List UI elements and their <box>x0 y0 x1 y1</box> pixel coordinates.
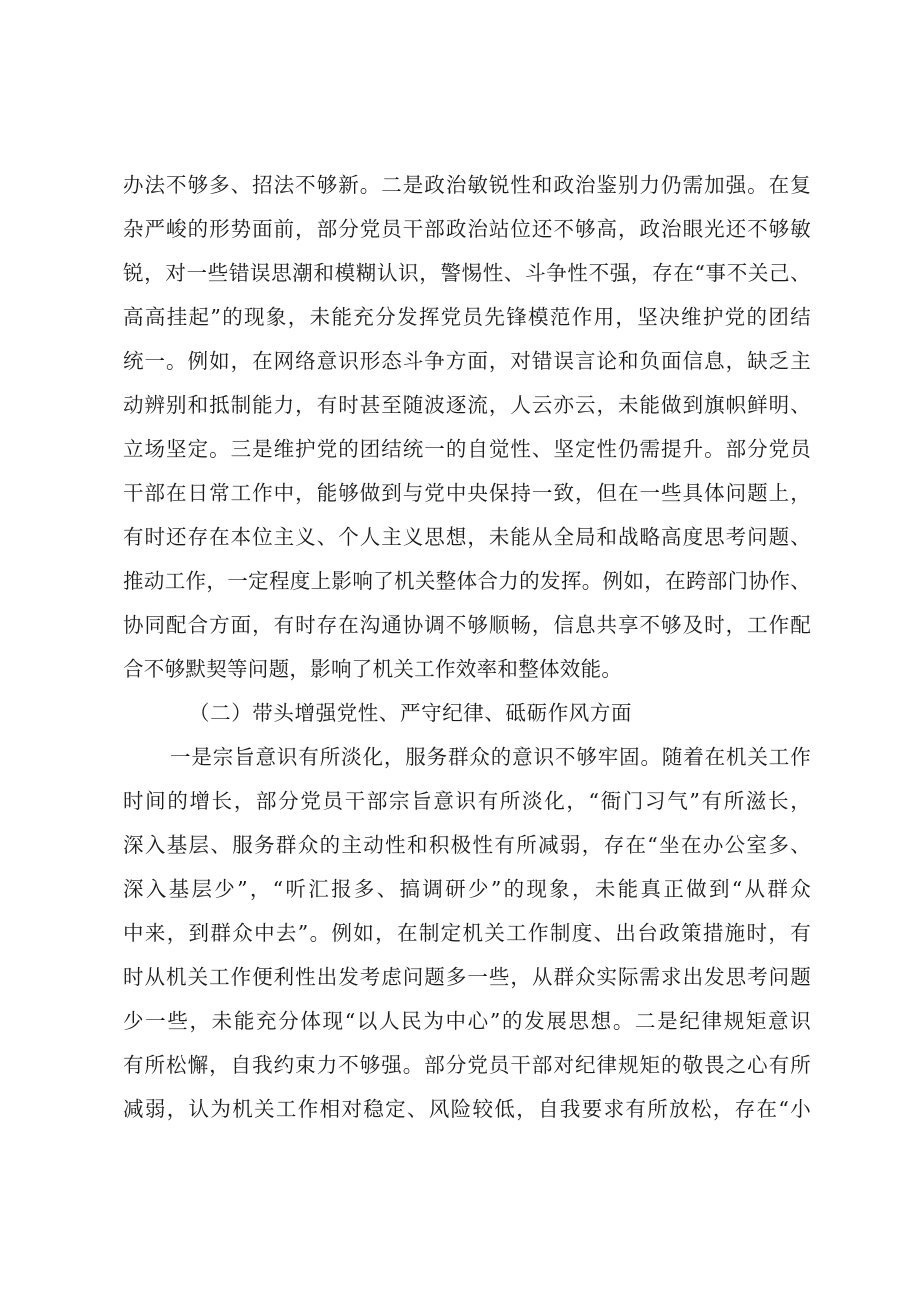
paragraph-line: 少一些，未能充分体现“以人民为中心”的发展思想。二是纪律规矩意识 <box>123 1009 811 1033</box>
paragraph-line: 干部在日常工作中，能够做到与党中央保持一致，但在一些具体问题上， <box>123 481 811 505</box>
paragraph-line: 办法不够多、招法不够新。二是政治敏锐性和政治鉴别力仍需加强。在复 <box>123 173 811 197</box>
paragraph-line: 高高挂起”的现象，未能充分发挥党员先锋模范作用，坚决维护党的团结 <box>123 305 811 329</box>
paragraph-line: 合不够默契等问题，影响了机关工作效率和整体效能。 <box>123 657 623 681</box>
paragraph-line: 动辨别和抵制能力，有时甚至随波逐流，人云亦云，未能做到旗帜鲜明、 <box>123 393 811 417</box>
paragraph-line: 时从机关工作便利性出发考虑问题多一些，从群众实际需求出发思考问题 <box>123 965 811 989</box>
paragraph-line: 锐，对一些错误思潮和模糊认识，警惕性、斗争性不强，存在“事不关己、 <box>123 261 811 285</box>
paragraph-line: 推动工作，一定程度上影响了机关整体合力的发挥。例如，在跨部门协作、 <box>123 569 811 593</box>
paragraph-line: 有时还存在本位主义、个人主义思想，未能从全局和战略高度思考问题、 <box>123 525 811 549</box>
paragraph-line: 一是宗旨意识有所淡化，服务群众的意识不够牢固。随着在机关工作 <box>170 745 811 769</box>
paragraph-line: 时间的增长，部分党员干部宗旨意识有所淡化，“衙门习气”有所滋长， <box>123 789 811 813</box>
paragraph-line: 深入基层、服务群众的主动性和积极性有所减弱，存在“坐在办公室多、 <box>123 833 811 857</box>
paragraph-line: 中来，到群众中去”。例如，在制定机关工作制度、出台政策措施时，有 <box>123 921 811 945</box>
paragraph-line: 杂严峻的形势面前，部分党员干部政治站位还不够高，政治眼光还不够敏 <box>123 217 811 241</box>
paragraph-line: 减弱，认为机关工作相对稳定、风险较低，自我要求有所放松，存在“小 <box>123 1097 811 1121</box>
section-heading: （二）带头增强党性、严守纪律、砥砺作风方面 <box>189 701 633 725</box>
paragraph-line: 深入基层少”，“听汇报多、搞调研少”的现象，未能真正做到“从群众 <box>123 877 811 901</box>
paragraph-line: 有所松懈，自我约束力不够强。部分党员干部对纪律规矩的敬畏之心有所 <box>123 1053 811 1077</box>
paragraph-line: 立场坚定。三是维护党的团结统一的自觉性、坚定性仍需提升。部分党员 <box>123 437 811 461</box>
paragraph-line: 协同配合方面，有时存在沟通协调不够顺畅，信息共享不够及时，工作配 <box>123 613 811 637</box>
paragraph-line: 统一。例如，在网络意识形态斗争方面，对错误言论和负面信息，缺乏主 <box>123 349 811 373</box>
